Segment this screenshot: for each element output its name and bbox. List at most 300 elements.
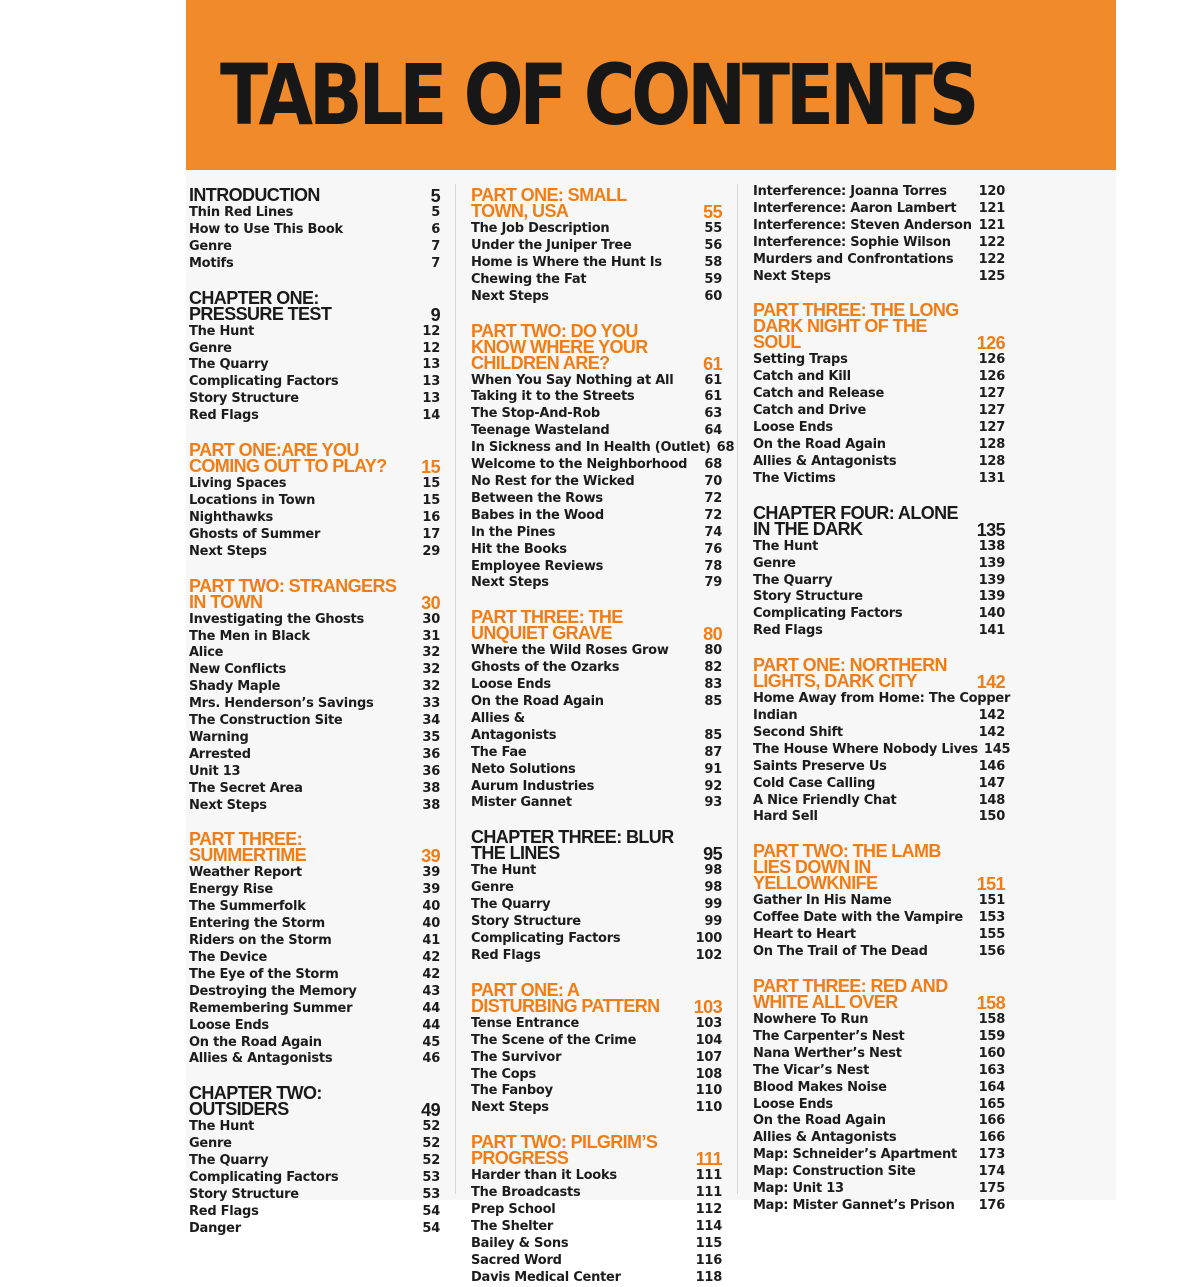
toc-entry-page: 55 xyxy=(704,221,722,236)
toc-entry-title: Red Flags xyxy=(189,1203,259,1219)
toc-entry xyxy=(471,914,722,931)
toc-entry xyxy=(753,252,1005,269)
toc-entry xyxy=(753,589,1005,606)
section-heading-page: 49 xyxy=(421,1100,440,1121)
toc-entry-page: 59 xyxy=(704,271,722,287)
section-heading-page: 39 xyxy=(421,846,440,867)
toc-entry-page: 68 xyxy=(704,457,722,473)
toc-entry-title: Story Structure xyxy=(189,391,299,407)
toc-entry-title: Red Flags xyxy=(189,408,259,424)
toc-entry xyxy=(471,457,722,474)
toc-entry-page: 76 xyxy=(704,541,722,557)
toc-entry-page: 40 xyxy=(422,899,440,915)
toc-entry-page: 151 xyxy=(978,893,1005,909)
toc-entry-page: 160 xyxy=(978,1045,1005,1061)
toc-entry-title: Coffee Date with the Vampire xyxy=(753,910,963,926)
section-heading-page: 30 xyxy=(421,592,440,613)
toc-entry-title: Prep School xyxy=(471,1202,556,1218)
toc-section xyxy=(189,287,440,425)
toc-entry xyxy=(189,476,440,493)
toc-entry xyxy=(189,713,440,730)
toc-entry xyxy=(471,795,722,812)
section-heading-page: 103 xyxy=(693,996,722,1017)
toc-entry-page: 79 xyxy=(704,575,722,591)
toc-entry-title: The Cops xyxy=(471,1066,536,1082)
toc-entry-page: 174 xyxy=(978,1164,1005,1180)
toc-entry-page: 61 xyxy=(704,372,722,388)
toc-entry xyxy=(471,373,722,390)
section-heading-title: PART ONE: NORTHERN LIGHTS, DARK CITY xyxy=(753,655,947,692)
section-heading xyxy=(753,654,1005,691)
toc-entry-title: Cold Case Calling xyxy=(753,775,876,791)
toc-entry-title: Mrs. Henderson’s Savings xyxy=(189,696,374,712)
toc-entry-page: 156 xyxy=(978,944,1005,960)
toc-entry-title: The Device xyxy=(189,950,268,965)
toc-entry xyxy=(189,679,440,696)
toc-entry-page: 44 xyxy=(422,1017,440,1033)
toc-entry xyxy=(189,950,440,967)
toc-entry-page: 91 xyxy=(704,761,722,777)
toc-entry xyxy=(753,1113,1005,1130)
toc-entry xyxy=(753,809,1005,826)
toc-entry-page: 122 xyxy=(978,251,1005,267)
toc-entry xyxy=(471,406,722,423)
toc-entry xyxy=(471,1168,722,1185)
toc-entry-title: The Shelter xyxy=(471,1218,554,1234)
toc-entry-title: The Job Description xyxy=(471,221,610,236)
toc-entry-page: 159 xyxy=(978,1028,1005,1044)
toc-entry-title: Home Away from Home: The Copper xyxy=(753,691,1011,707)
toc-entry-title: Destroying the Memory xyxy=(189,983,357,999)
toc-entry xyxy=(471,525,722,542)
section-heading-page: 55 xyxy=(703,202,722,222)
toc-entry xyxy=(189,696,440,713)
toc-entry-title: Genre xyxy=(189,1136,232,1152)
toc-entry-page: 17 xyxy=(422,526,440,542)
section-heading xyxy=(753,299,1005,352)
toc-entry-page: 145 xyxy=(983,741,1011,757)
toc-entry xyxy=(753,623,1005,640)
toc-entry-page: 139 xyxy=(978,572,1005,588)
toc-entry-title: Story Structure xyxy=(189,1186,299,1202)
toc-entry-title: Genre xyxy=(471,880,514,896)
toc-entry xyxy=(753,606,1005,623)
toc-entry-page: 150 xyxy=(978,809,1005,825)
toc-entry xyxy=(189,1136,440,1153)
section-heading xyxy=(189,828,440,865)
toc-entry xyxy=(471,948,722,965)
toc-entry-title: Map: Unit 13 xyxy=(753,1181,844,1197)
toc-entry-title: Blood Makes Noise xyxy=(753,1079,887,1095)
toc-entry xyxy=(471,1202,722,1219)
toc-entry-page: 7 xyxy=(431,255,440,271)
toc-entry-title: Shady Maple xyxy=(189,679,281,695)
toc-entry-page: 85 xyxy=(704,694,722,710)
toc-entry-title: The Quarry xyxy=(189,357,269,373)
toc-entry xyxy=(189,662,440,679)
toc-entry-page: 139 xyxy=(978,555,1005,571)
toc-entry-page: 164 xyxy=(978,1079,1005,1095)
section-heading-title: PART THREE: RED AND WHITE ALL OVER xyxy=(753,976,948,1012)
toc-section xyxy=(471,979,722,1117)
toc-section xyxy=(189,828,440,1068)
toc-entry-title: Investigating the Ghosts xyxy=(189,611,364,627)
section-heading-page: 126 xyxy=(976,333,1005,354)
toc-entry-page: 32 xyxy=(422,662,440,678)
toc-entry-title: Map: Schneider’s Apartment xyxy=(753,1147,957,1163)
toc-entry-title: Next Steps xyxy=(753,268,831,284)
toc-entry xyxy=(753,1012,1005,1029)
toc-entry xyxy=(189,984,440,1001)
toc-entry-title: Allies & Antagonists xyxy=(753,453,897,469)
toc-entry-page: 35 xyxy=(422,729,440,745)
toc-section xyxy=(471,1131,722,1286)
toc-entry xyxy=(753,944,1005,961)
toc-entry-page: 60 xyxy=(704,288,722,304)
toc-entry-title: The Hunt xyxy=(189,1119,255,1135)
toc-entry-page: 128 xyxy=(978,453,1005,469)
section-heading-page: 61 xyxy=(703,353,722,374)
toc-entry-title: The Summerfolk xyxy=(189,899,306,915)
toc-entry xyxy=(189,1170,440,1187)
toc-entry-page: 173 xyxy=(978,1147,1005,1163)
column-divider xyxy=(737,184,738,1194)
toc-entry-title: Entering the Storm xyxy=(189,916,325,932)
toc-entry-page: 166 xyxy=(978,1113,1005,1129)
toc-entry xyxy=(753,184,1005,201)
toc-entry-page: 72 xyxy=(704,507,722,523)
toc-entry xyxy=(189,544,440,561)
toc-entry-page: 68 xyxy=(716,440,735,456)
toc-entry xyxy=(189,1221,440,1238)
toc-entry-title: Map: Construction Site xyxy=(753,1164,916,1180)
section-heading-title: PART TWO: THE LAMB LIES DOWN IN YELLOWKNIFE xyxy=(753,841,941,894)
toc-entry xyxy=(471,677,722,694)
toc-section xyxy=(753,502,1005,640)
toc-entry xyxy=(189,493,440,510)
toc-entry xyxy=(753,910,1005,927)
toc-entry-title: Loose Ends xyxy=(753,420,833,436)
toc-entry-page: 121 xyxy=(978,217,1005,233)
toc-entry xyxy=(753,218,1005,235)
toc-entry-title: The Scene of the Crime xyxy=(471,1032,637,1048)
toc-entry xyxy=(471,1236,722,1253)
toc-entry-title: Welcome to the Neighborhood xyxy=(471,457,688,473)
toc-entry-page: 92 xyxy=(704,778,722,794)
toc-entry-page: 46 xyxy=(422,1051,440,1067)
toc-entry-page: 6 xyxy=(431,221,440,237)
toc-entry-page: 127 xyxy=(978,403,1005,419)
toc-entry xyxy=(471,1270,722,1287)
toc-entry-title: Loose Ends xyxy=(753,1096,833,1112)
toc-entry xyxy=(471,1253,722,1270)
toc-entry-page: 30 xyxy=(422,611,440,627)
toc-entry-title: Interference: Aaron Lambert xyxy=(753,200,957,216)
section-heading xyxy=(753,840,1005,893)
section-heading-title: CHAPTER THREE: BLUR THE LINES xyxy=(471,827,674,864)
toc-entry-title: Story Structure xyxy=(753,589,863,605)
toc-entry xyxy=(471,575,722,592)
toc-entry-title: Next Steps xyxy=(471,1100,549,1116)
toc-entry-page: 15 xyxy=(422,492,440,508)
toc-entry xyxy=(471,1016,722,1033)
toc-column-1 xyxy=(189,184,440,1236)
toc-entry-page: 31 xyxy=(422,628,440,644)
toc-entry xyxy=(189,798,440,815)
toc-entry-page: 126 xyxy=(978,369,1005,385)
toc-entry-page: 83 xyxy=(704,677,722,693)
toc-entry xyxy=(753,1198,1005,1215)
toc-entry-title: Danger xyxy=(189,1220,241,1236)
toc-entry-page: 36 xyxy=(422,763,440,779)
toc-entry-page: 39 xyxy=(422,882,440,898)
toc-entry-page: 127 xyxy=(978,386,1005,402)
section-heading-title: PART TWO: DO YOU KNOW WHERE YOUR CHILDREN ARE? xyxy=(471,320,648,373)
toc-entry-title: How to Use This Book xyxy=(189,221,343,237)
section-heading-title: CHAPTER TWO: OUTSIDERS xyxy=(189,1083,322,1120)
toc-entry-page: 142 xyxy=(978,708,1005,724)
toc-entry xyxy=(753,471,1005,488)
toc-entry-page: 56 xyxy=(704,237,722,253)
toc-entry xyxy=(753,1147,1005,1164)
toc-entry-title: Allies & Antagonists xyxy=(753,1130,897,1146)
toc-entry-page: 163 xyxy=(978,1062,1005,1078)
toc-entry xyxy=(753,352,1005,369)
toc-entry-title: Alice xyxy=(189,645,224,661)
toc-entry-title: The Construction Site xyxy=(189,713,343,729)
column-divider xyxy=(455,184,456,1194)
toc-entry xyxy=(471,1100,722,1117)
toc-entry-page: 98 xyxy=(704,880,722,896)
toc-entry-title: Ghosts of the Ozarks xyxy=(471,660,620,676)
toc-entry-title: Gather In His Name xyxy=(753,893,892,909)
section-heading-page: 142 xyxy=(976,672,1005,693)
toc-section xyxy=(189,439,440,561)
toc-entry-page: 42 xyxy=(422,966,440,982)
section-heading xyxy=(471,826,722,863)
toc-entry-page: 102 xyxy=(695,947,722,963)
toc-entry-page: 52 xyxy=(422,1153,440,1169)
toc-entry-page: 138 xyxy=(978,538,1005,554)
toc-entry-page: 111 xyxy=(695,1185,722,1201)
toc-entry-title: Nana Werther’s Nest xyxy=(753,1045,902,1061)
toc-entry-title: Warning xyxy=(189,729,249,745)
toc-entry-title: Next Steps xyxy=(471,288,549,304)
toc-entry-title: On the Road Again xyxy=(753,1113,886,1129)
section-heading-page: 111 xyxy=(695,1149,722,1170)
toc-entry-title: Locations in Town xyxy=(189,492,316,508)
toc-entry xyxy=(753,708,1005,725)
section-heading-page: 158 xyxy=(976,993,1005,1013)
toc-entry-title: Catch and Drive xyxy=(753,403,867,419)
toc-entry xyxy=(471,238,722,255)
toc-entry xyxy=(189,629,440,646)
toc-entry xyxy=(753,369,1005,386)
toc-entry xyxy=(753,539,1005,556)
toc-entry-page: 93 xyxy=(704,795,722,811)
toc-section xyxy=(189,184,440,273)
toc-entry xyxy=(753,1029,1005,1046)
section-heading xyxy=(189,184,440,205)
toc-entry-title: Nowhere To Run xyxy=(753,1012,869,1027)
toc-entry-page: 128 xyxy=(978,436,1005,452)
toc-entry-page: 12 xyxy=(422,323,440,339)
toc-entry xyxy=(471,745,722,762)
toc-entry xyxy=(753,201,1005,218)
toc-entry xyxy=(189,205,440,222)
toc-entry-page: 64 xyxy=(704,423,722,439)
toc-column-3 xyxy=(753,184,1011,1213)
toc-section xyxy=(753,184,1005,285)
toc-entry-title: No Rest for the Wicked xyxy=(471,473,635,489)
toc-entry-title: On The Trail of The Dead xyxy=(753,944,928,960)
toc-entry xyxy=(471,1033,722,1050)
toc-entry-title: Unit 13 xyxy=(189,763,241,779)
toc-entry-page: 82 xyxy=(704,660,722,676)
toc-entry-title: Energy Rise xyxy=(189,882,273,898)
toc-entry xyxy=(471,1083,722,1100)
toc-entry xyxy=(189,408,440,425)
toc-entry-page: 126 xyxy=(978,352,1005,368)
toc-entry-page: 107 xyxy=(695,1049,722,1065)
section-heading xyxy=(471,1131,722,1168)
toc-entry-title: The Quarry xyxy=(753,572,833,588)
toc-entry-title: Neto Solutions xyxy=(471,761,576,777)
toc-entry xyxy=(189,781,440,798)
toc-entry-title: Complicating Factors xyxy=(189,1170,339,1186)
toc-entry-title: Saints Preserve Us xyxy=(753,758,887,774)
toc-entry-title: The Secret Area xyxy=(189,780,303,796)
toc-entry-page: 12 xyxy=(422,340,440,356)
toc-entry-page: 44 xyxy=(422,1000,440,1016)
section-heading xyxy=(189,439,440,476)
toc-entry-title: Next Steps xyxy=(189,797,267,813)
toc-entry xyxy=(753,1046,1005,1063)
toc-section xyxy=(189,575,440,815)
toc-entry-title: Indian xyxy=(753,708,798,724)
toc-entry-title: Hard Sell xyxy=(753,809,818,825)
toc-entry-title: A Nice Friendly Chat xyxy=(753,792,897,808)
section-heading xyxy=(753,975,1005,1012)
toc-entry-title: Allies & xyxy=(471,710,525,726)
toc-entry-page: 114 xyxy=(695,1218,722,1234)
toc-entry-page: 34 xyxy=(422,713,440,729)
toc-entry-page: 63 xyxy=(704,406,722,422)
toc-entry-title: Ghosts of Summer xyxy=(189,526,321,542)
toc-entry-title: The House Where Nobody Lives xyxy=(753,741,978,757)
toc-entry-title: The Hunt xyxy=(189,323,255,339)
section-heading xyxy=(471,320,722,373)
toc-entry xyxy=(189,967,440,984)
toc-entry xyxy=(471,474,722,491)
toc-entry-page: 108 xyxy=(695,1066,722,1082)
toc-entry xyxy=(189,916,440,933)
toc-column-2 xyxy=(471,184,735,1285)
toc-entry-title: Interference: Joanna Torres xyxy=(753,184,947,199)
section-heading-title: PART ONE: SMALL TOWN, USA xyxy=(471,185,627,221)
toc-entry xyxy=(189,1035,440,1052)
toc-entry-title: Red Flags xyxy=(471,947,541,963)
toc-entry xyxy=(753,573,1005,590)
toc-entry-page: 153 xyxy=(978,910,1005,926)
toc-entry xyxy=(471,1067,722,1084)
toc-entry-title: Map: Mister Gannet’s Prison xyxy=(753,1197,955,1213)
toc-entry xyxy=(189,1119,440,1136)
toc-entry-title: The Victims xyxy=(753,470,836,486)
toc-entry xyxy=(189,357,440,374)
toc-entry xyxy=(471,1219,722,1236)
toc-entry-title: The Quarry xyxy=(189,1153,269,1169)
toc-entry xyxy=(189,341,440,358)
toc-entry-title: The Broadcasts xyxy=(471,1185,581,1201)
toc-entry-title: Employee Reviews xyxy=(471,558,604,574)
toc-entry xyxy=(471,762,722,779)
toc-entry-page: 87 xyxy=(704,744,722,760)
toc-entry-title: Next Steps xyxy=(471,575,549,591)
toc-entry xyxy=(189,222,440,239)
toc-entry-page: 121 xyxy=(978,200,1005,216)
toc-entry-page: 85 xyxy=(704,727,722,743)
toc-entry-page: 72 xyxy=(704,490,722,506)
toc-entry-page: 38 xyxy=(422,780,440,796)
toc-entry-page: 45 xyxy=(422,1034,440,1050)
toc-entry-title: Catch and Kill xyxy=(753,369,851,385)
toc-entry xyxy=(471,711,722,728)
toc-entry-page: 16 xyxy=(422,509,440,525)
toc-entry-page: 42 xyxy=(422,950,440,965)
toc-entry-page: 127 xyxy=(978,420,1005,436)
section-heading xyxy=(753,502,1005,539)
section-heading-title: PART TWO: STRANGERS IN TOWN xyxy=(189,575,397,612)
page-title: TABLE OF CONTENTS xyxy=(220,46,976,144)
toc-entry-page: 99 xyxy=(704,897,722,913)
toc-entry-page: 33 xyxy=(422,696,440,712)
toc-entry xyxy=(471,880,722,897)
toc-entry xyxy=(753,927,1005,944)
toc-entry xyxy=(471,491,722,508)
section-heading xyxy=(471,606,722,643)
toc-entry-title: Genre xyxy=(753,555,796,571)
toc-entry-title: Heart to Heart xyxy=(753,927,856,943)
toc-entry xyxy=(753,1181,1005,1198)
toc-entry-title: Tense Entrance xyxy=(471,1015,580,1031)
toc-entry xyxy=(753,386,1005,403)
toc-entry xyxy=(471,423,722,440)
section-heading xyxy=(471,184,722,221)
toc-entry-page: 158 xyxy=(978,1012,1005,1027)
toc-entry-page: 110 xyxy=(695,1100,722,1116)
toc-entry-page: 32 xyxy=(422,679,440,695)
toc-entry-title: On the Road Again xyxy=(471,694,604,710)
toc-entry-page: 14 xyxy=(422,408,440,424)
toc-entry-title: Complicating Factors xyxy=(753,606,903,622)
toc-entry xyxy=(471,694,722,711)
toc-entry-title: The Carpenter’s Nest xyxy=(753,1028,905,1044)
section-heading-title: PART THREE: THE LONG DARK NIGHT OF THE SOUL xyxy=(753,300,959,353)
toc-entry-page: 5 xyxy=(431,205,440,220)
toc-entry xyxy=(189,612,440,629)
toc-entry-page: 39 xyxy=(422,865,440,881)
toc-entry xyxy=(753,235,1005,252)
toc-section xyxy=(471,184,722,306)
toc-entry-page: 111 xyxy=(695,1168,722,1184)
toc-entry xyxy=(753,269,1005,286)
toc-entry xyxy=(189,933,440,950)
toc-entry-page: 165 xyxy=(978,1096,1005,1112)
toc-entry xyxy=(753,437,1005,454)
toc-entry-title: The Survivor xyxy=(471,1049,562,1065)
toc-entry-page: 13 xyxy=(422,374,440,390)
